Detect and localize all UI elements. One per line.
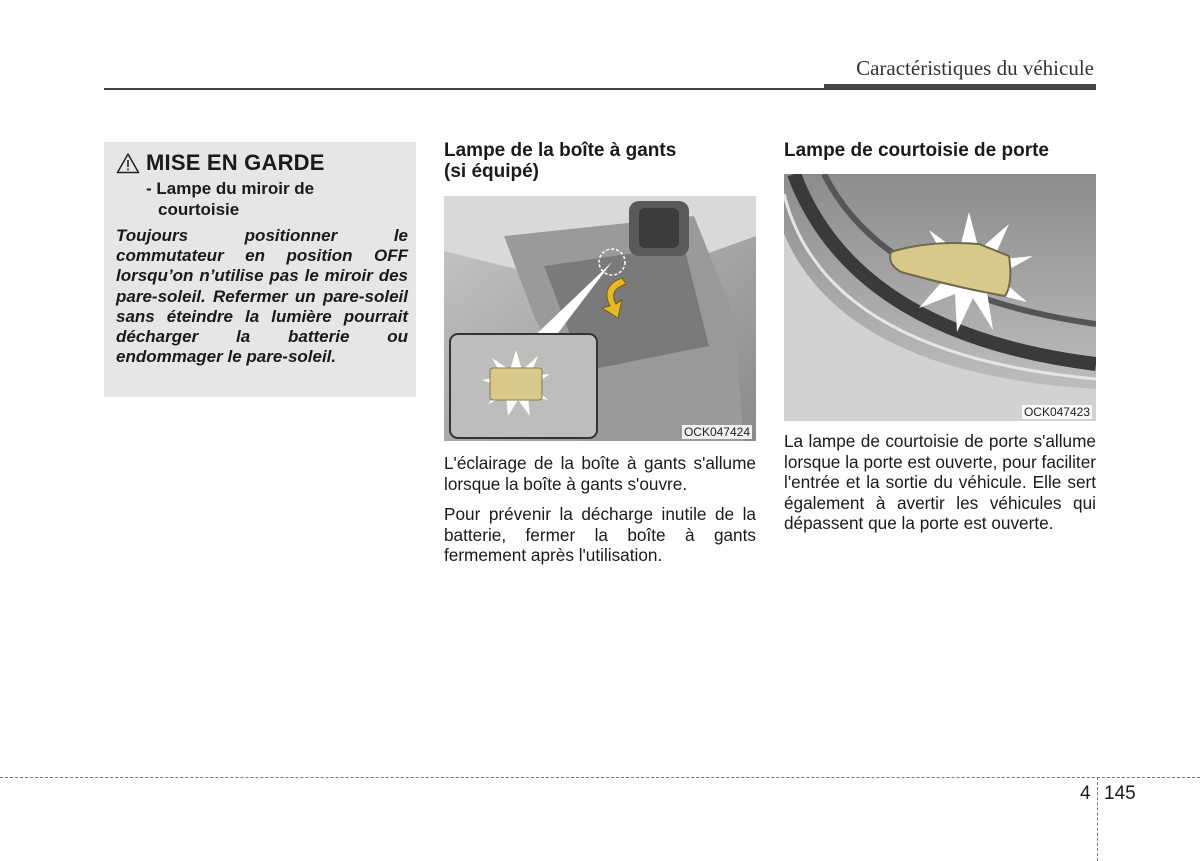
warning-triangle-icon [116,152,140,174]
page-number: 145 [1104,783,1136,804]
warning-subtitle-line2: courtoisie [158,200,240,219]
glovebox-paragraph-2: Pour prévenir la décharge inutile de la batterie, fermer la boîte à gants fermement après l'utilisation. [444,504,756,565]
page-header-title: Caractéristiques du véhicule [856,56,1094,80]
header-rule-accent [824,84,1096,90]
warning-body: Toujours positionner le commutateur en position OFF lorsqu’on n’utilise pas le miroir des pare-soleil. Refermer un pare-soleil sans éteindre la lumière pourrait décharger la batterie ou endommager le pare-soleil. [116,226,408,367]
door-paragraph-1: La lampe de courtoisie de porte s'allume lorsque la porte est ouverte, pour faciliter l'entrée et la sortie du véhicule. Elle sert également à avertir les véhicules qui dépassent que la porte est ouverte. [784,431,1096,533]
warning-title: MISE EN GARDE [146,150,325,175]
glovebox-heading [444,140,756,182]
glovebox-figure-code: OCK047424 [683,425,750,439]
footer-dashed-rule [0,777,1200,778]
door-section [784,140,1096,544]
warning-subtitle-line1: - Lampe du miroir de [146,179,315,198]
glovebox-illustration [444,196,756,441]
footer-vertical-rule [1097,777,1098,861]
warning-box [104,142,416,397]
glovebox-figure [444,196,756,441]
glovebox-section [444,140,756,576]
warning-subtitle [146,178,408,220]
warning-header [116,150,408,176]
door-figure-code: OCK047423 [1023,405,1090,419]
door-figure [784,174,1096,421]
chapter-number: 4 [1080,783,1091,804]
glovebox-paragraph-1: L'éclairage de la boîte à gants s'allume lorsque la boîte à gants s'ouvre. [444,453,756,494]
glovebox-heading-line1: Lampe de la boîte à gants [444,140,677,161]
door-heading: Lampe de courtoisie de porte [784,140,1049,161]
door-illustration [784,174,1096,421]
glovebox-heading-line2: (si équipé) [444,161,540,182]
